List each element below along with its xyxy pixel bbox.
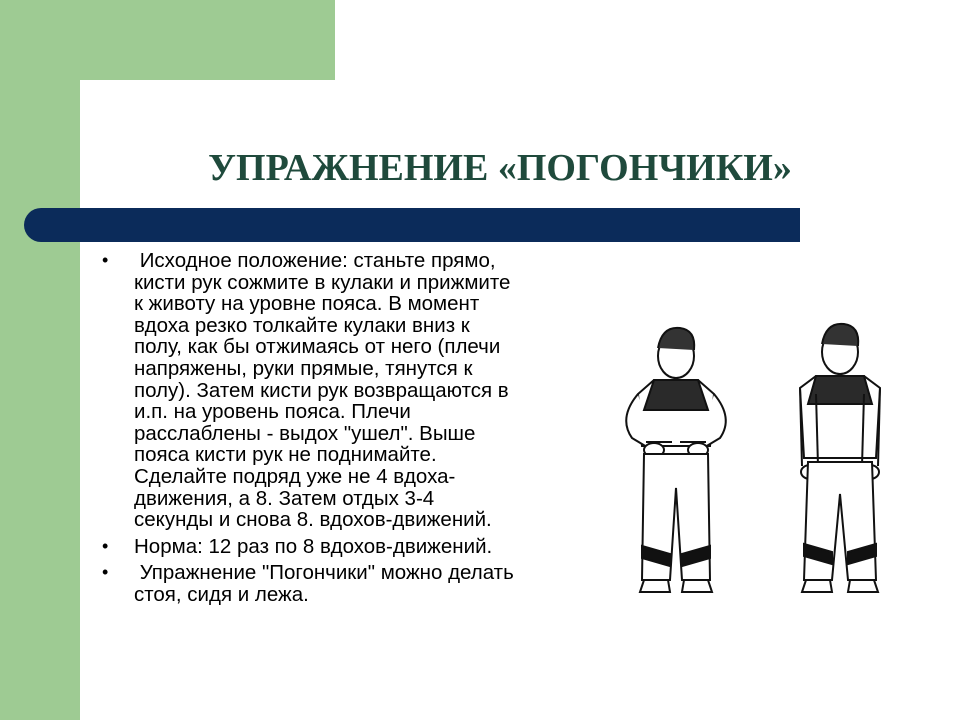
bullet-item-2: [96, 536, 586, 558]
text-line: расслаблены - выдох "ушел". Выше: [134, 421, 476, 445]
figure-arms-bent: [626, 328, 726, 592]
text-line: полу, как бы отжимаясь от него (плечи: [134, 335, 501, 359]
exercise-illustration: [610, 318, 910, 618]
green-side-strip: [0, 0, 80, 720]
slide-title: УПРАЖНЕНИЕ «ПОГОНЧИКИ»: [208, 147, 792, 189]
text-line: пояса кисти рук не поднимайте.: [134, 443, 437, 467]
text-line: стоя, сидя и лежа.: [134, 582, 309, 606]
text-line: движения, а 8. Затем отдых 3-4: [134, 486, 435, 510]
text-line: Норма: 12 раз по 8 вдохов-движений.: [134, 534, 493, 558]
text-line: к животу на уровне пояса. В момент: [134, 292, 480, 316]
text-line: кисти рук сожмите в кулаки и прижмите: [134, 270, 511, 294]
bullet-item-3: [96, 562, 586, 605]
title-divider-bar: [24, 208, 800, 242]
text-line: и.п. на уровень пояса. Плечи: [134, 400, 411, 424]
bullet-marker: •: [102, 250, 109, 270]
text-line: напряжены, руки прямые, тянутся к: [134, 356, 473, 380]
bullet-item-1: [96, 250, 586, 531]
text-line: Исходное положение: станьте прямо,: [134, 249, 496, 272]
bullet-list: [96, 250, 586, 611]
bullet-marker: •: [102, 535, 109, 556]
text-line: вдоха резко толкайте кулаки вниз к: [134, 313, 470, 337]
text-line: Сделайте подряд уже не 4 вдоха-: [134, 464, 456, 488]
text-line: полу). Затем кисти рук возвращаются в: [134, 378, 509, 402]
text-line: Упражнение "Погончики" можно делать: [134, 561, 514, 585]
text-line: секунды и снова 8. вдохов-движений.: [134, 508, 492, 532]
bullet-marker: •: [102, 562, 109, 583]
figure-arms-straight: [800, 324, 880, 592]
